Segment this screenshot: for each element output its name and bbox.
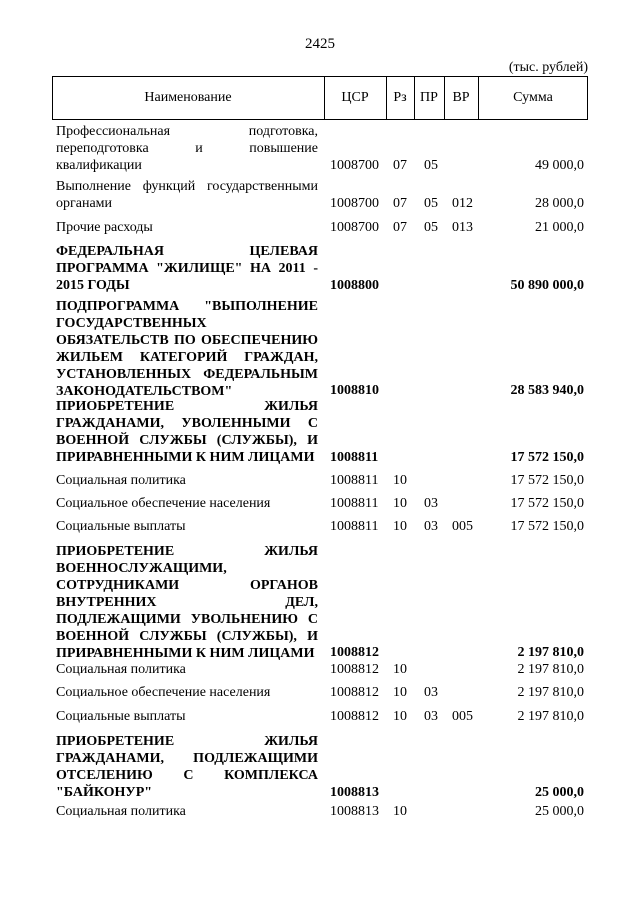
row-csr: 1008811	[330, 519, 379, 534]
row-csr: 1008812	[330, 645, 379, 660]
row-name: ПРИОБРЕТЕНИЕ ЖИЛЬЯ ГРАЖДАНАМИ, ПОДЛЕЖАЩИМИ ОТСЕЛЕНИЮ С КОМПЛЕКСА "БАЙКОНУР"	[56, 734, 318, 800]
row-sum: 17 572 150,0	[510, 519, 584, 534]
row-sum: 28 583 940,0	[510, 383, 584, 398]
row-name: Социальные выплаты	[56, 519, 186, 534]
page-number: 2425	[305, 36, 335, 52]
row-csr: 1008810	[330, 383, 379, 398]
row-name: Профессиональная подготовка, переподготовка и повышение квалификации	[56, 124, 318, 173]
row-name: Социальная политика	[56, 804, 186, 819]
row-csr: 1008700	[330, 196, 379, 211]
row-name: ПОДПРОГРАММА "ВЫПОЛНЕНИЕ ГОСУДАРСТВЕННЫХ ОБЯЗАТЕЛЬСТВ ПО ОБЕСПЕЧЕНИЮ ЖИЛЬЕМ КАТЕГОРИЙ ГРАЖДАН, УСТАНОВЛЕННЫХ ФЕДЕРАЛЬНЫМ ЗАКОНОДАТЕЛЬСТВОМ"	[56, 299, 318, 399]
row-sum: 21 000,0	[535, 220, 584, 235]
row-csr: 1008812	[330, 709, 379, 724]
row-csr: 1008811	[330, 450, 379, 465]
row-pr: 05	[424, 220, 438, 235]
row-name: Социальное обеспечение населения	[56, 685, 271, 700]
row-csr: 1008811	[330, 473, 379, 488]
row-csr: 1008812	[330, 662, 379, 677]
column-header-csr: ЦСР	[341, 90, 369, 105]
row-rz: 07	[393, 196, 407, 211]
row-sum: 49 000,0	[535, 158, 584, 173]
column-header-rz: Рз	[393, 90, 407, 105]
row-pr: 03	[424, 685, 438, 700]
row-sum: 2 197 810,0	[517, 709, 584, 724]
row-csr: 1008811	[330, 496, 379, 511]
row-csr: 1008700	[330, 158, 379, 173]
row-rz: 07	[393, 220, 407, 235]
row-csr: 1008813	[330, 785, 379, 800]
row-rz: 10	[393, 473, 407, 488]
row-name: ПРИОБРЕТЕНИЕ ЖИЛЬЯ ГРАЖДАНАМИ, УВОЛЕННЫМИ С ВОЕННОЙ СЛУЖБЫ (СЛУЖБЫ), И ПРИРАВНЕННЫМИ К НИМ ЛИЦАМИ	[56, 399, 318, 465]
row-sum: 17 572 150,0	[510, 473, 584, 488]
row-pr: 03	[424, 519, 438, 534]
row-sum: 50 890 000,0	[510, 278, 584, 293]
row-pr: 03	[424, 709, 438, 724]
row-rz: 10	[393, 709, 407, 724]
row-rz: 10	[393, 662, 407, 677]
table-left-border	[52, 77, 53, 119]
row-sum: 2 197 810,0	[517, 645, 584, 660]
row-name: Выполнение функций государственными органами	[56, 179, 318, 211]
row-csr: 1008813	[330, 804, 379, 819]
row-name: ФЕДЕРАЛЬНАЯ ЦЕЛЕВАЯ ПРОГРАММА "ЖИЛИЩЕ" НА 2011 - 2015 ГОДЫ	[56, 244, 318, 293]
row-name: Социальное обеспечение населения	[56, 496, 271, 511]
row-sum: 2 197 810,0	[517, 685, 584, 700]
row-rz: 10	[393, 804, 407, 819]
row-name: Социальная политика	[56, 662, 186, 677]
row-vr: 013	[452, 220, 473, 235]
row-sum: 25 000,0	[535, 785, 584, 800]
row-rz: 07	[393, 158, 407, 173]
row-name: Прочие расходы	[56, 220, 153, 235]
row-sum: 2 197 810,0	[517, 662, 584, 677]
row-rz: 10	[393, 496, 407, 511]
column-header-vr: ВР	[452, 90, 470, 105]
row-sum: 17 572 150,0	[510, 496, 584, 511]
row-sum: 25 000,0	[535, 804, 584, 819]
column-header-name: Наименование	[144, 90, 232, 105]
row-pr: 05	[424, 158, 438, 173]
row-pr: 03	[424, 496, 438, 511]
units-label: (тыс. рублей)	[508, 60, 588, 75]
row-vr: 012	[452, 196, 473, 211]
row-rz: 10	[393, 685, 407, 700]
row-name: Социальная политика	[56, 473, 186, 488]
table-header	[52, 76, 588, 120]
table-right-border	[587, 77, 588, 119]
column-header-sum: Сумма	[513, 90, 553, 105]
row-pr: 05	[424, 196, 438, 211]
row-vr: 005	[452, 519, 473, 534]
row-vr: 005	[452, 709, 473, 724]
row-sum: 17 572 150,0	[510, 450, 584, 465]
row-csr: 1008700	[330, 220, 379, 235]
row-name: Социальные выплаты	[56, 709, 186, 724]
row-sum: 28 000,0	[535, 196, 584, 211]
row-csr: 1008812	[330, 685, 379, 700]
column-header-pr: ПР	[420, 90, 438, 105]
row-csr: 1008800	[330, 278, 379, 293]
row-rz: 10	[393, 519, 407, 534]
row-name: ПРИОБРЕТЕНИЕ ЖИЛЬЯ ВОЕННОСЛУЖАЩИМИ, СОТРУДНИКАМИ ОРГАНОВ ВНУТРЕННИХ ДЕЛ, ПОДЛЕЖАЩИМИ УВОЛЬНЕНИЮ С ВОЕННОЙ СЛУЖБЫ (СЛУЖБЫ), И ПРИРАВНЕННЫМИ К НИМ ЛИЦАМИ	[56, 544, 318, 661]
